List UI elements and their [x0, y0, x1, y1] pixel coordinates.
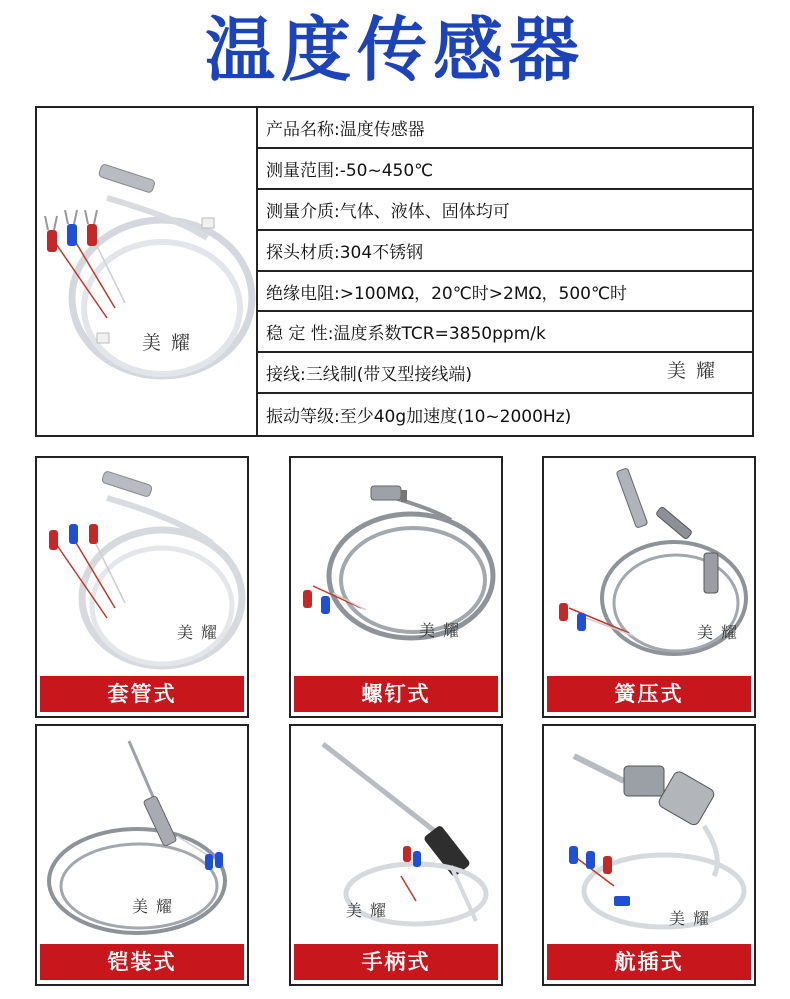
product-card-spring — [542, 456, 756, 718]
spec-row: 测量介质:气体、液体、固体均可 — [258, 190, 752, 231]
product-card-screw — [289, 456, 503, 718]
watermark-text: 美耀 — [142, 332, 201, 354]
spec-row: 稳 定 性:温度系数TCR=3850ppm/k — [258, 312, 752, 353]
product-label: 套管式 — [40, 676, 244, 712]
page-title: 温度传感器 — [205, 9, 585, 91]
product-photo — [291, 458, 501, 672]
product-card-aviation-plug — [542, 724, 756, 986]
spec-row: 接线:三线制(带叉型接线端) — [258, 353, 752, 394]
product-photo — [291, 726, 501, 940]
spec-row: 测量范围:-50~450℃ — [258, 149, 752, 190]
product-card-armored — [35, 724, 249, 986]
main-product-photo — [37, 108, 258, 435]
watermark-text: 美耀 — [132, 897, 181, 916]
watermark-text: 美耀 — [669, 909, 718, 928]
watermark-text: 美耀 — [697, 623, 746, 642]
product-label: 手柄式 — [294, 944, 498, 980]
spec-row: 产品名称:温度传感器 — [258, 108, 752, 149]
product-card-sleeve — [35, 456, 249, 718]
watermark-text: 美耀 — [667, 360, 726, 382]
product-photo — [544, 726, 754, 940]
product-label: 螺钉式 — [294, 676, 498, 712]
product-label: 航插式 — [547, 944, 751, 980]
product-card-handle — [289, 724, 503, 986]
spec-row: 绝缘电阻:>100MΩ，20℃时>2MΩ，500℃时 — [258, 272, 752, 313]
spec-row: 振动等级:至少40g加速度(10~2000Hz) — [266, 407, 572, 428]
watermark-text: 美耀 — [346, 901, 395, 920]
product-label: 簧压式 — [547, 676, 751, 712]
spec-table — [35, 106, 754, 437]
watermark-text: 美耀 — [177, 623, 226, 642]
product-label: 铠装式 — [40, 944, 244, 980]
watermark-text: 美耀 — [419, 621, 468, 640]
spec-row: 探头材质:304不锈钢 — [258, 231, 752, 272]
spec-rows — [258, 108, 752, 435]
